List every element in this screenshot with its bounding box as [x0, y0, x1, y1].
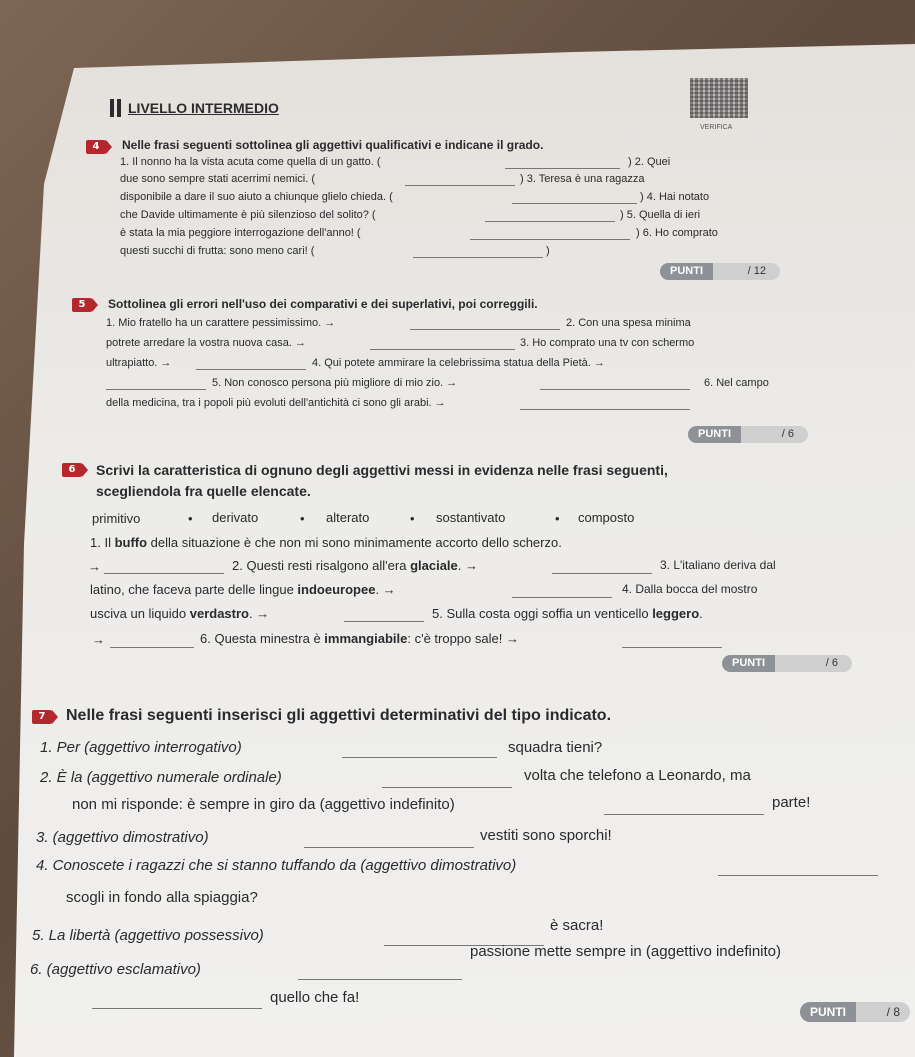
exercise-line: 3. Ho comprato una tv con schermo [520, 337, 695, 349]
answer-blank[interactable] [92, 1008, 262, 1009]
answer-blank[interactable] [298, 979, 462, 980]
exercise-line: è stata la mia peggiore interrogazione dell'anno! ( [120, 227, 361, 239]
score-label: PUNTI [722, 655, 775, 672]
exercise-line: ) [546, 245, 550, 257]
option: composto [578, 510, 635, 525]
exercise-line: è sacra! [550, 917, 604, 934]
exercise-number: 6 [62, 463, 82, 477]
exercise-line: ) 5. Quella di ieri [620, 209, 701, 221]
answer-blank[interactable] [413, 257, 543, 258]
answer-blank[interactable] [106, 389, 206, 390]
score-box [660, 263, 780, 280]
exercise-line: 4. Dalla bocca del mostro [622, 582, 758, 596]
answer-blank[interactable] [485, 221, 615, 222]
score-label: PUNTI [800, 1002, 856, 1022]
option: alterato [326, 510, 370, 525]
exercise-instruction: Scrivi la caratteristica di ognuno degli aggettivi messi in evidenza nelle frasi seguenti, [96, 462, 668, 478]
exercise-line: 2. Con una spesa minima [566, 317, 691, 329]
separator: • [300, 511, 305, 526]
exercise-line: 4. Qui potete ammirare la celebrissima statua della Pietà. → [312, 357, 605, 369]
answer-blank[interactable] [604, 814, 764, 815]
exercise-line: latino, che faceva parte delle lingue indoeuropee. → [90, 582, 396, 597]
exercise-line: disponibile a dare il suo aiuto a chiunque glielo chieda. ( [120, 191, 393, 203]
exercise-line: usciva un liquido verdastro. → [90, 606, 270, 621]
exercise-line: 5. Sulla costa oggi soffia un venticello leggero. [432, 606, 703, 621]
answer-blank[interactable] [344, 621, 424, 622]
exercise-line: 5. Non conosco persona più migliore di mio zio. → [212, 377, 458, 389]
score-box [800, 1002, 910, 1022]
answer-blank[interactable] [410, 329, 560, 330]
exercise-instruction: Nelle frasi seguenti sottolinea gli aggettivi qualificativi e indicane il grado. [122, 138, 544, 152]
answer-blank[interactable] [512, 203, 637, 204]
exercise-line: 2. Questi resti risalgono all'era glaciale. → [232, 558, 479, 573]
arrow: → [92, 632, 105, 647]
exercise-line: 1. Mio fratello ha un carattere pessimissimo. → [106, 317, 336, 329]
exercise-line: vestiti sono sporchi! [480, 827, 612, 844]
score-max: / 6 [825, 657, 838, 669]
exercise-line: ) 2. Quei [628, 156, 671, 168]
answer-blank[interactable] [552, 573, 652, 574]
exercise-line: 2. È la (aggettivo numerale ordinale) [40, 769, 282, 786]
level-marker [117, 99, 121, 117]
qr-code-icon [690, 78, 748, 118]
answer-blank[interactable] [540, 389, 690, 390]
level-title: LIVELLO INTERMEDIO [128, 100, 279, 116]
exercise-line: della medicina, tra i popoli più evoluti dell'antichità ci sono gli arabi. → [106, 397, 446, 409]
exercise-line: 1. Per (aggettivo interrogativo) [40, 739, 242, 756]
exercise-line: ) 3. Teresa è una ragazza [520, 173, 645, 185]
answer-blank[interactable] [718, 875, 878, 876]
exercise-number: 4 [86, 140, 106, 154]
exercise-number: 5 [72, 298, 92, 312]
level-marker [110, 99, 114, 117]
exercise-line: due sono sempre stati acerrimi nemici. ( [120, 173, 316, 185]
score-box [688, 426, 808, 443]
answer-blank[interactable] [196, 369, 306, 370]
score-label: PUNTI [688, 426, 741, 443]
arrow: → [88, 559, 101, 574]
answer-blank[interactable] [505, 168, 620, 169]
exercise-line: scogli in fondo alla spiaggia? [66, 889, 258, 906]
exercise-instruction: Nelle frasi seguenti inserisci gli aggettivi determinativi del tipo indicato. [66, 707, 612, 724]
option: derivato [212, 510, 259, 525]
answer-blank[interactable] [470, 239, 630, 240]
answer-blank[interactable] [512, 597, 612, 598]
exercise-line: 4. Conoscete i ragazzi che si stanno tuffando da (aggettivo dimostrativo) [36, 857, 517, 874]
score-max: / 12 [747, 265, 766, 277]
exercise-line: 6. (aggettivo esclamativo) [30, 961, 201, 978]
exercise-line: che Davide ultimamente è più silenzioso del solito? ( [120, 209, 376, 221]
answer-blank[interactable] [370, 349, 515, 350]
answer-blank[interactable] [405, 185, 515, 186]
answer-blank[interactable] [304, 847, 474, 848]
exercise-line: passione mette sempre in (aggettivo indefinito) [470, 943, 782, 960]
exercise-line: quello che fa! [270, 989, 360, 1006]
exercise-line: ) 6. Ho comprato [636, 227, 718, 239]
separator: • [410, 511, 415, 526]
option: primitivo [92, 511, 141, 526]
score-max: / 8 [886, 1005, 900, 1019]
exercise-line: 1. Il buffo della situazione è che non mi sono minimamente accorto dello scherzo. [90, 535, 562, 550]
exercise-line: 5. La libertà (aggettivo possessivo) [32, 927, 264, 944]
exercise-line: ultrapiatto. → [106, 357, 172, 369]
exercise-number: 7 [32, 710, 52, 724]
exercise-line: 3. L'italiano deriva dal [660, 558, 776, 572]
score-max: / 6 [781, 428, 794, 440]
exercise-line: ) 4. Hai notato [640, 191, 710, 203]
answer-blank[interactable] [622, 647, 722, 648]
exercise-line: 6. Questa minestra è immangiabile: c'è troppo sale! → [200, 631, 519, 646]
answer-blank[interactable] [342, 757, 497, 758]
separator: • [188, 511, 193, 526]
verifica-label: VERIFICA [700, 124, 733, 131]
answer-blank[interactable] [104, 573, 224, 574]
exercise-instruction: Sottolinea gli errori nell'uso dei comparativi e dei superlativi, poi correggili. [108, 297, 538, 311]
answer-blank[interactable] [110, 647, 194, 648]
score-box [722, 655, 852, 672]
option: sostantivato [436, 510, 506, 525]
separator: • [555, 511, 560, 526]
exercise-line: potrete arredare la vostra nuova casa. → [106, 337, 306, 349]
exercise-line: non mi risponde: è sempre in giro da (aggettivo indefinito) [72, 796, 455, 813]
exercise-line: squadra tieni? [508, 739, 603, 756]
exercise-instruction: scegliendola fra quelle elencate. [96, 483, 311, 499]
exercise-line: volta che telefono a Leonardo, ma [524, 767, 751, 784]
score-label: PUNTI [660, 263, 713, 280]
exercise-line: 3. (aggettivo dimostrativo) [36, 829, 209, 846]
answer-blank[interactable] [520, 409, 690, 410]
exercise-line: 1. Il nonno ha la vista acuta come quella di un gatto. ( [120, 156, 381, 168]
exercise-line: 6. Nel campo [704, 377, 769, 389]
exercise-line: questi succhi di frutta: sono meno cari! ( [120, 245, 315, 257]
exercise-line: parte! [772, 794, 811, 811]
answer-blank[interactable] [382, 787, 512, 788]
